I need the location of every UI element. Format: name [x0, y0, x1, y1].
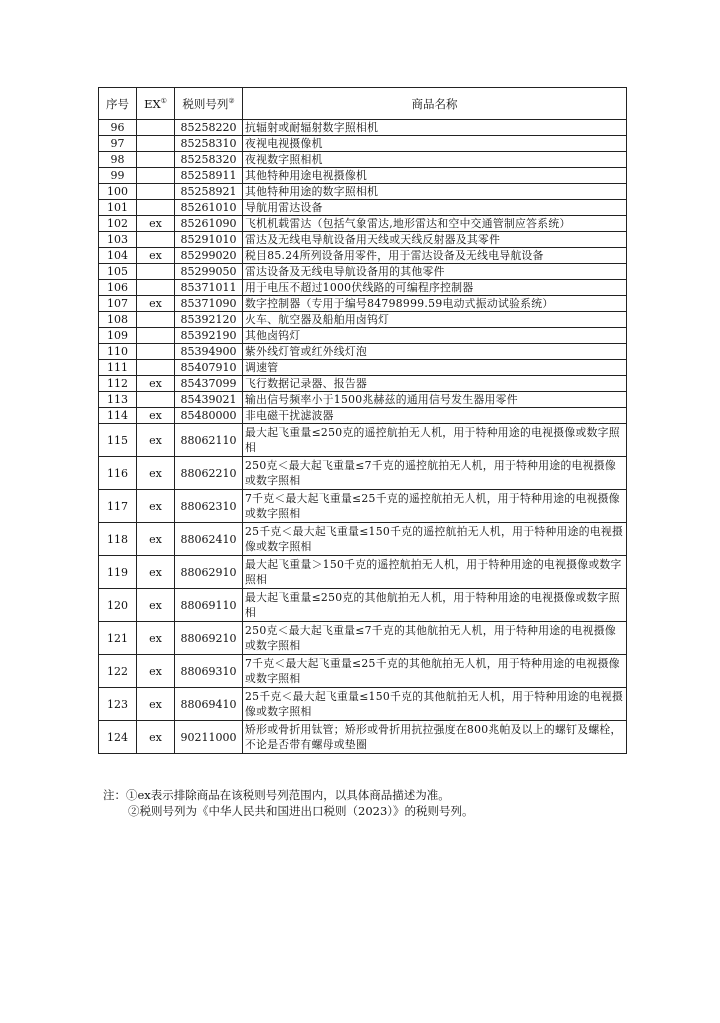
table-row	[99, 688, 627, 721]
table-row	[99, 490, 627, 523]
table-row	[99, 360, 627, 376]
row-name: 雷达设备及无线电导航设备用的其他零件	[243, 264, 627, 280]
table-row	[99, 280, 627, 296]
row-name: 250克＜最大起飞重量≤7千克的其他航拍无人机，用于特种用途的电视摄像或数字照相	[243, 622, 627, 655]
row-seq: 111	[99, 360, 137, 376]
row-seq: 107	[99, 296, 137, 312]
row-seq: 116	[99, 457, 137, 490]
row-code: 85439021	[175, 392, 243, 408]
header-ex-label: EX	[144, 96, 161, 111]
table-row	[99, 216, 627, 232]
table-row	[99, 328, 627, 344]
row-seq: 108	[99, 312, 137, 328]
row-seq: 105	[99, 264, 137, 280]
row-seq: 113	[99, 392, 137, 408]
row-name: 输出信号频率小于1500兆赫兹的通用信号发生器用零件	[243, 392, 627, 408]
row-code: 85258220	[175, 120, 243, 136]
row-name: 抗辐射或耐辐射数字照相机	[243, 120, 627, 136]
row-name: 其他特种用途的数字照相机	[243, 184, 627, 200]
row-seq: 102	[99, 216, 137, 232]
row-name: 最大起飞重量≤250克的遥控航拍无人机，用于特种用途的电视摄像或数字照相	[243, 424, 627, 457]
row-ex	[137, 280, 175, 296]
row-ex	[137, 344, 175, 360]
row-seq: 117	[99, 490, 137, 523]
row-seq: 120	[99, 589, 137, 622]
row-name: 夜视数字照相机	[243, 152, 627, 168]
footnote-mark-2: ②	[228, 96, 235, 105]
footnotes	[103, 787, 474, 819]
row-code: 85480000	[175, 408, 243, 424]
row-ex	[137, 184, 175, 200]
table-row	[99, 376, 627, 392]
tariff-table	[98, 87, 627, 754]
row-seq: 112	[99, 376, 137, 392]
table-row	[99, 200, 627, 216]
table-row	[99, 655, 627, 688]
footnote-2: ②税则号列为《中华人民共和国进出口税则（2023）》的税则号列。	[128, 804, 474, 818]
row-ex	[137, 360, 175, 376]
row-name: 紫外线灯管或红外线灯泡	[243, 344, 627, 360]
row-code: 85291010	[175, 232, 243, 248]
header-seq: 序号	[99, 88, 137, 120]
table-row	[99, 622, 627, 655]
row-ex	[137, 312, 175, 328]
row-code: 85258310	[175, 136, 243, 152]
row-ex: ex	[137, 408, 175, 424]
row-seq: 100	[99, 184, 137, 200]
row-name: 税目85.24所列设备用零件，用于雷达设备及无线电导航设备	[243, 248, 627, 264]
row-code: 88062910	[175, 556, 243, 589]
row-ex: ex	[137, 248, 175, 264]
row-ex	[137, 200, 175, 216]
row-ex: ex	[137, 655, 175, 688]
row-seq: 96	[99, 120, 137, 136]
row-ex: ex	[137, 376, 175, 392]
header-ex	[137, 88, 175, 120]
row-name: 其他卤钨灯	[243, 328, 627, 344]
row-ex: ex	[137, 296, 175, 312]
row-ex: ex	[137, 490, 175, 523]
row-code: 90211000	[175, 721, 243, 754]
row-code: 85258320	[175, 152, 243, 168]
row-code: 85258911	[175, 168, 243, 184]
footnote-1: 注：①ex表示排除商品在该税则号列范围内，以具体商品描述为准。	[103, 788, 450, 802]
row-seq: 109	[99, 328, 137, 344]
table-row	[99, 457, 627, 490]
row-seq: 119	[99, 556, 137, 589]
row-ex: ex	[137, 721, 175, 754]
row-seq: 103	[99, 232, 137, 248]
row-name: 用于电压不超过1000伏线路的可编程序控制器	[243, 280, 627, 296]
row-name: 25千克＜最大起飞重量≤150千克的其他航拍无人机，用于特种用途的电视摄像或数字照相	[243, 688, 627, 721]
row-name: 7千克＜最大起飞重量≤25千克的遥控航拍无人机，用于特种用途的电视摄像或数字照相	[243, 490, 627, 523]
row-name: 非电磁干扰滤波器	[243, 408, 627, 424]
row-ex: ex	[137, 457, 175, 490]
row-name: 雷达及无线电导航设备用天线或天线反射器及其零件	[243, 232, 627, 248]
row-name: 飞行数据记录器、报告器	[243, 376, 627, 392]
row-code: 88062210	[175, 457, 243, 490]
row-name: 其他特种用途电视摄像机	[243, 168, 627, 184]
row-ex: ex	[137, 523, 175, 556]
row-code: 88062110	[175, 424, 243, 457]
row-name: 飞机机载雷达（包括气象雷达,地形雷达和空中交通管制应答系统）	[243, 216, 627, 232]
row-seq: 106	[99, 280, 137, 296]
row-name: 数字控制器（专用于编号84798999.59电动式振动试验系统）	[243, 296, 627, 312]
row-code: 85299020	[175, 248, 243, 264]
row-code: 88069310	[175, 655, 243, 688]
table-row	[99, 721, 627, 754]
row-ex: ex	[137, 622, 175, 655]
row-code: 88062310	[175, 490, 243, 523]
table-row	[99, 248, 627, 264]
header-code-label: 税则号列	[182, 96, 229, 111]
row-ex	[137, 232, 175, 248]
row-code: 85392190	[175, 328, 243, 344]
table-row	[99, 184, 627, 200]
row-seq: 114	[99, 408, 137, 424]
row-ex: ex	[137, 688, 175, 721]
row-ex	[137, 120, 175, 136]
row-seq: 99	[99, 168, 137, 184]
row-code: 85394900	[175, 344, 243, 360]
table-row	[99, 392, 627, 408]
row-name: 夜视电视摄像机	[243, 136, 627, 152]
row-name: 最大起飞重量＞150千克的遥控航拍无人机，用于特种用途的电视摄像或数字照相	[243, 556, 627, 589]
table-row	[99, 232, 627, 248]
row-seq: 123	[99, 688, 137, 721]
table-row	[99, 556, 627, 589]
row-code: 85371090	[175, 296, 243, 312]
row-ex	[137, 168, 175, 184]
row-name: 调速管	[243, 360, 627, 376]
row-seq: 110	[99, 344, 137, 360]
row-code: 85258921	[175, 184, 243, 200]
row-code: 88062410	[175, 523, 243, 556]
row-code: 85299050	[175, 264, 243, 280]
row-ex: ex	[137, 424, 175, 457]
row-ex: ex	[137, 589, 175, 622]
header-code	[175, 88, 243, 120]
table-row	[99, 296, 627, 312]
row-ex	[137, 136, 175, 152]
row-seq: 118	[99, 523, 137, 556]
row-name: 导航用雷达设备	[243, 200, 627, 216]
table-row	[99, 120, 627, 136]
row-seq: 104	[99, 248, 137, 264]
row-code: 88069110	[175, 589, 243, 622]
row-seq: 97	[99, 136, 137, 152]
row-code: 85261010	[175, 200, 243, 216]
row-code: 85392120	[175, 312, 243, 328]
row-seq: 124	[99, 721, 137, 754]
table-row	[99, 136, 627, 152]
row-code: 88069410	[175, 688, 243, 721]
row-seq: 101	[99, 200, 137, 216]
table-row	[99, 408, 627, 424]
row-code: 85371011	[175, 280, 243, 296]
table-row	[99, 264, 627, 280]
row-seq: 122	[99, 655, 137, 688]
row-name: 7千克＜最大起飞重量≤25千克的其他航拍无人机，用于特种用途的电视摄像或数字照相	[243, 655, 627, 688]
row-name: 最大起飞重量≤250克的其他航拍无人机，用于特种用途的电视摄像或数字照相	[243, 589, 627, 622]
row-ex	[137, 392, 175, 408]
row-name: 25千克＜最大起飞重量≤150千克的遥控航拍无人机，用于特种用途的电视摄像或数字照相	[243, 523, 627, 556]
row-code: 85261090	[175, 216, 243, 232]
table-row	[99, 424, 627, 457]
table-row	[99, 589, 627, 622]
row-code: 85437099	[175, 376, 243, 392]
table-header-row	[99, 88, 627, 120]
row-ex	[137, 152, 175, 168]
row-seq: 98	[99, 152, 137, 168]
footnote-mark-1: ①	[160, 96, 167, 105]
table-row	[99, 523, 627, 556]
row-ex: ex	[137, 556, 175, 589]
row-name: 250克＜最大起飞重量≤7千克的遥控航拍无人机，用于特种用途的电视摄像或数字照相	[243, 457, 627, 490]
row-ex	[137, 328, 175, 344]
table-row	[99, 168, 627, 184]
table-row	[99, 312, 627, 328]
table-body	[99, 120, 627, 754]
row-seq: 121	[99, 622, 137, 655]
row-name: 火车、航空器及船舶用卤钨灯	[243, 312, 627, 328]
table-row	[99, 152, 627, 168]
table-row	[99, 344, 627, 360]
row-code: 85407910	[175, 360, 243, 376]
header-name: 商品名称	[243, 88, 627, 120]
row-seq: 115	[99, 424, 137, 457]
row-ex	[137, 264, 175, 280]
row-ex: ex	[137, 216, 175, 232]
row-code: 88069210	[175, 622, 243, 655]
row-name: 矫形或骨折用钛管；矫形或骨折用抗拉强度在800兆帕及以上的螺钉及螺栓，不论是否带有螺母或垫圈	[243, 721, 627, 754]
